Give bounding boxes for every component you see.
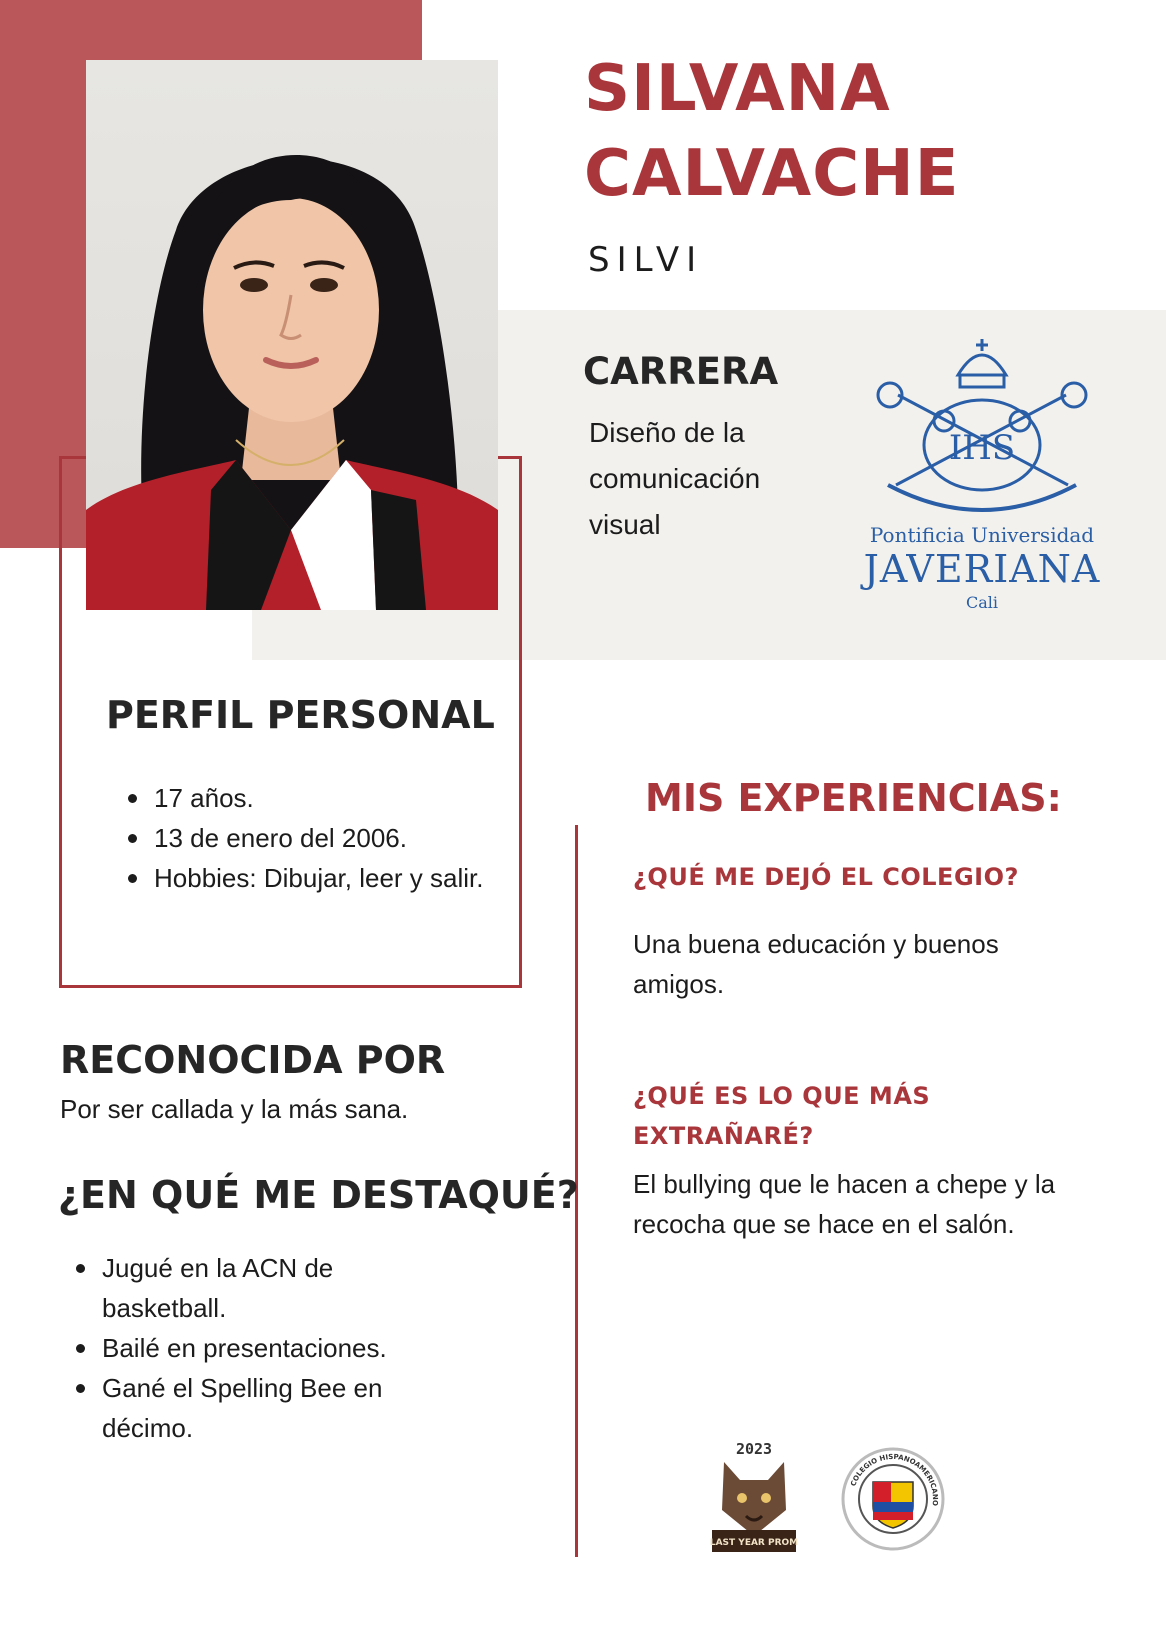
recognized-title: RECONOCIDA POR — [60, 1038, 446, 1082]
personal-profile-title: PERFIL PERSONAL — [106, 693, 495, 737]
highlights-title: ¿EN QUÉ ME DESTAQUÉ? — [58, 1173, 579, 1217]
career-text: Diseño de la comunicación visual — [589, 417, 761, 540]
list-item: Jugué en la ACN de basketball. — [70, 1248, 450, 1328]
list-item: Bailé en presentaciones. — [70, 1328, 450, 1368]
list-item: Hobbies: Dibujar, leer y salir. — [122, 858, 492, 898]
experience-question-1: ¿QUÉ ME DEJÓ EL COLEGIO? — [633, 863, 1019, 891]
first-name: SILVANA — [584, 52, 891, 126]
personal-profile-list — [122, 778, 492, 898]
experience-answer-2: El bullying que le hacen a chepe y la recocha que se hace en el salón. — [633, 1169, 1056, 1239]
experiences-title: MIS EXPERIENCIAS: — [645, 776, 1062, 820]
university-city: Cali — [965, 593, 998, 612]
list-item: 13 de enero del 2006. — [122, 818, 492, 858]
university-logo — [848, 335, 1116, 615]
university-monogram: IHS — [948, 428, 1016, 468]
portrait-illustration — [86, 60, 498, 610]
university-crest-icon — [848, 335, 1116, 520]
prom-year: 2023 — [735, 1440, 773, 1458]
recognized-text: Por ser callada y la más sana. — [60, 1094, 409, 1124]
university-name-line2: JAVERIANA — [863, 547, 1101, 591]
experience-answer-1: Una buena educación y buenos amigos. — [633, 929, 999, 999]
prom-badge-icon — [706, 1440, 802, 1554]
school-logo — [840, 1446, 946, 1552]
prom-logo — [706, 1440, 802, 1554]
experience-question-2: ¿QUÉ ES LO QUE MÁS EXTRAÑARÉ? — [633, 1082, 931, 1150]
university-name-line1: Pontificia Universidad — [869, 523, 1095, 547]
school-name: COLEGIO HISPANOAMERICANO — [849, 1452, 940, 1507]
list-item: 17 años. — [122, 778, 492, 818]
prom-text: LAST YEAR PROM — [709, 1538, 799, 1548]
highlights-list — [70, 1248, 450, 1448]
last-name: CALVACHE — [584, 137, 960, 211]
list-item: Gané el Spelling Bee en décimo. — [70, 1368, 450, 1448]
nickname: SILVI — [588, 240, 704, 280]
school-seal-icon — [840, 1446, 946, 1552]
career-title: CARRERA — [583, 350, 779, 393]
profile-photo — [86, 60, 498, 610]
